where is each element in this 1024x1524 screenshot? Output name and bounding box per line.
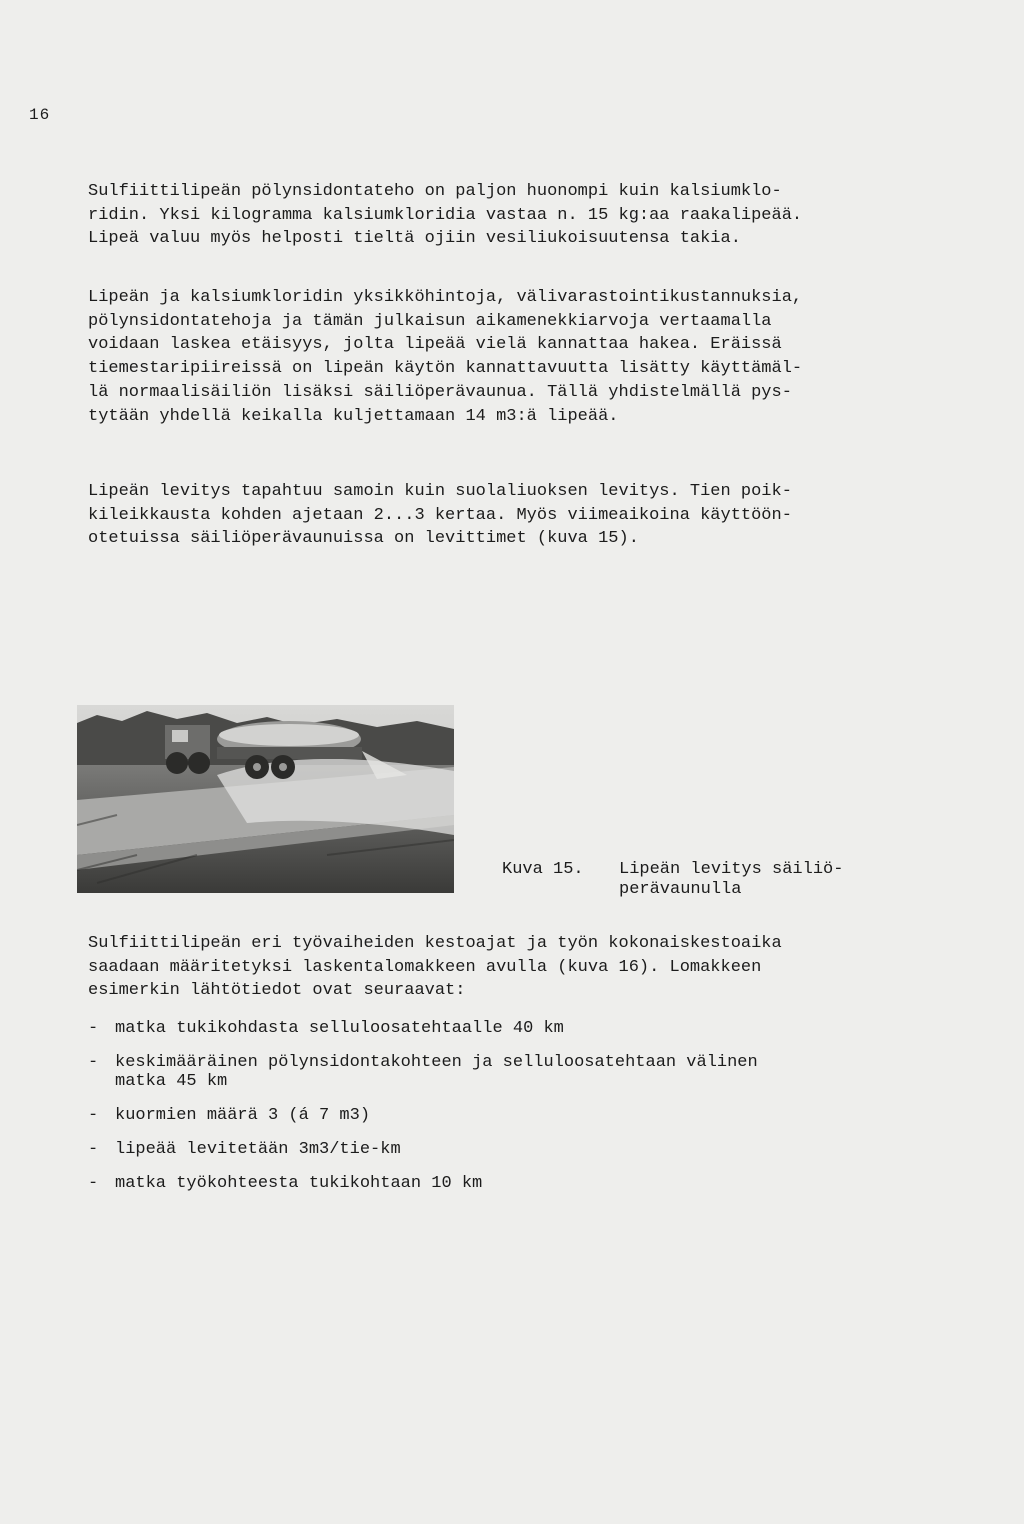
paragraph-work-phases [88,932,782,1003]
initial-data-list [88,1017,758,1195]
list-item-text: matka tukikohdasta selluloosatehtaalle 40 km [115,1019,564,1038]
text-line: Lipeän ja kalsiumkloridin yksikköhintoja, välivarastointikustannuksia, [88,288,803,307]
list-item [88,1017,758,1041]
list-marker: - [88,1106,99,1126]
tanker-trailer-illustration [77,705,454,893]
paragraph-dust-binding-comparison [88,180,802,251]
text-line: ridin. Yksi kilogramma kalsiumkloridia vastaa n. 15 kg:aa raakalipeää. [88,205,803,225]
list-item-text: matka 45 km [115,1072,228,1092]
page-number: 16 [29,106,51,124]
list-item-text: matka työkohteesta tukikohtaan 10 km [115,1173,483,1193]
text-line: saadaan määritetyksi laskentalomakkeen avulla (kuva 16). Lomakkeen [88,957,762,977]
list-marker: - [88,1173,99,1193]
figure-caption [619,860,843,900]
list-item-text: kuormien määrä 3 (á 7 m3) [115,1106,371,1126]
text-line: tytään yhdellä keikalla kuljettamaan 14 m3:ä lipeää. [88,406,619,426]
figure-label: Kuva 15. [502,860,584,879]
text-line: Lipeän levitys tapahtuu samoin kuin suolaliuoksen levitys. Tien poik- [88,482,792,501]
text-line: lä normaalisäiliön lisäksi säiliöperävaunua. Tällä yhdistelmällä pys- [88,382,792,402]
paragraph-spreading-method [88,480,792,551]
list-item [88,1138,758,1162]
caption-line: Lipeän levitys säiliö- [619,860,844,879]
text-line: otetuissa säiliöperävaunuissa on levittimet (kuva 15). [88,529,639,549]
text-line: Sulfiittilipeän pölynsidontateho on paljon huonompi kuin kalsiumklo- [88,182,782,201]
list-item [88,1172,758,1196]
text-line: voidaan laskea etäisyys, jolta lipeää vielä kannattaa hakea. Eräissä [88,335,782,355]
text-line: esimerkin lähtötiedot ovat seuraavat: [88,981,466,1001]
text-line: kileikkausta kohden ajetaan 2...3 kertaa. Myös viimeaikoina käyttöön- [88,505,792,525]
list-item-text: keskimääräinen pölynsidontakohteen ja selluloosatehtaan välinen [115,1052,758,1072]
list-item-text: lipeää levitetään 3m3/tie-km [115,1139,401,1159]
tanker-trailer-photo [77,705,454,893]
paragraph-cost-comparison [88,286,802,428]
list-item [88,1051,758,1094]
list-marker: - [88,1139,99,1159]
list-marker: - [88,1019,99,1038]
text-line: tiemestaripiireissä on lipeän käytön kannattavuutta lisätty käyttämäl- [88,359,803,379]
text-line: pölynsidontatehoja ja tämän julkaisun aikamenekkiarvoja vertaamalla [88,311,772,331]
caption-line: perävaunulla [619,880,742,899]
list-marker: - [88,1052,99,1072]
text-line: Lipeä valuu myös helposti tieltä ojiin vesiliukoisuutensa takia. [88,229,741,249]
list-item [88,1104,758,1128]
text-line: Sulfiittilipeän eri työvaiheiden kestoajat ja työn kokonaiskestoaika [88,934,782,953]
